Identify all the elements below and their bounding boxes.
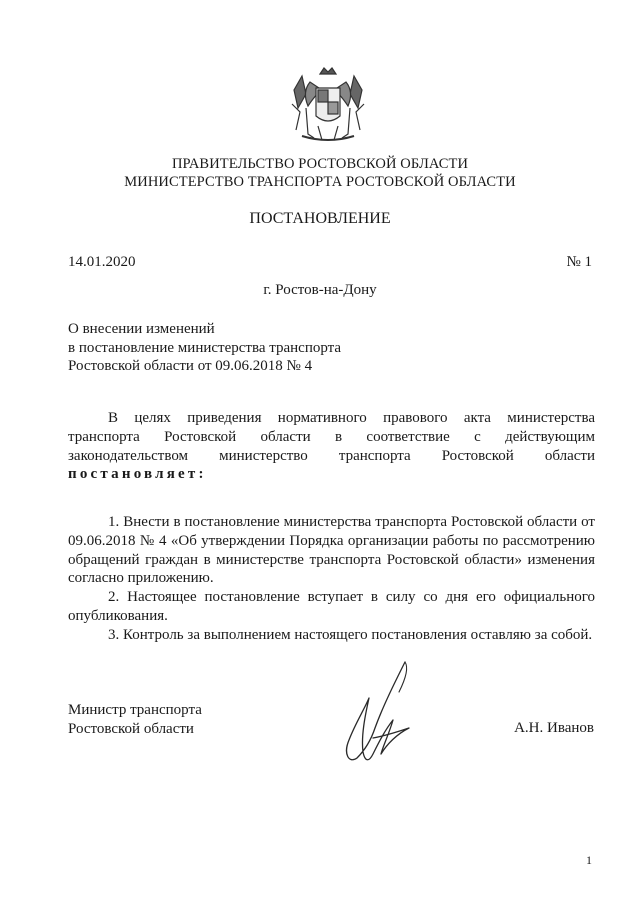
coat-of-arms-icon	[288, 64, 368, 146]
document-type-title: ПОСТАНОВЛЕНИЕ	[249, 210, 391, 227]
preamble-text: В целях приведения нормативного правового акта министерства транспорта Ростовской области в соответствие с действующим законодательством министерство транспорта Ростовской области	[68, 410, 595, 464]
document-place: г. Ростов-на-Дону	[263, 282, 377, 298]
subject-line-2: в постановление министерства транспорта	[68, 339, 342, 356]
decree-items	[68, 513, 595, 645]
org-line-government: ПРАВИТЕЛЬСТВО РОСТОВСКОЙ ОБЛАСТИ	[171, 156, 469, 172]
preamble-paragraph	[68, 409, 595, 484]
document-date: 14.01.2020	[68, 254, 136, 270]
signer-position	[68, 701, 202, 739]
signer-position-line-1: Министр транспорта	[68, 702, 202, 718]
decree-word: постановляет:	[68, 466, 207, 483]
decree-item-2: 2. Настоящее постановление вступает в силу со дня его официального опубликования.	[68, 589, 595, 624]
signer-position-line-2: Ростовской области	[68, 721, 194, 737]
decree-item-1: 1. Внести в постановление министерства транспорта Ростовской области от 09.06.2018 № 4 «Об утверждении Порядка организации работы по рассмотрению обращений граждан в министерстве транспорта Ростовской области» изменения согласно приложению.	[68, 514, 595, 587]
subject-line-3: Ростовской области от 09.06.2018 № 4	[68, 358, 313, 374]
org-line-ministry: МИНИСТЕРСТВО ТРАНСПОРТА РОСТОВСКОЙ ОБЛАСТИ	[124, 174, 516, 190]
subject-line-1: О внесении изменений	[68, 321, 215, 337]
document-number: № 1	[566, 254, 592, 270]
signer-name: А.Н. Иванов	[514, 720, 594, 736]
document-subject	[68, 320, 341, 376]
handwritten-signature	[335, 658, 425, 770]
page-number: 1	[586, 853, 592, 867]
decree-item-3: 3. Контроль за выполнением настоящего постановления оставляю за собой.	[108, 626, 593, 643]
